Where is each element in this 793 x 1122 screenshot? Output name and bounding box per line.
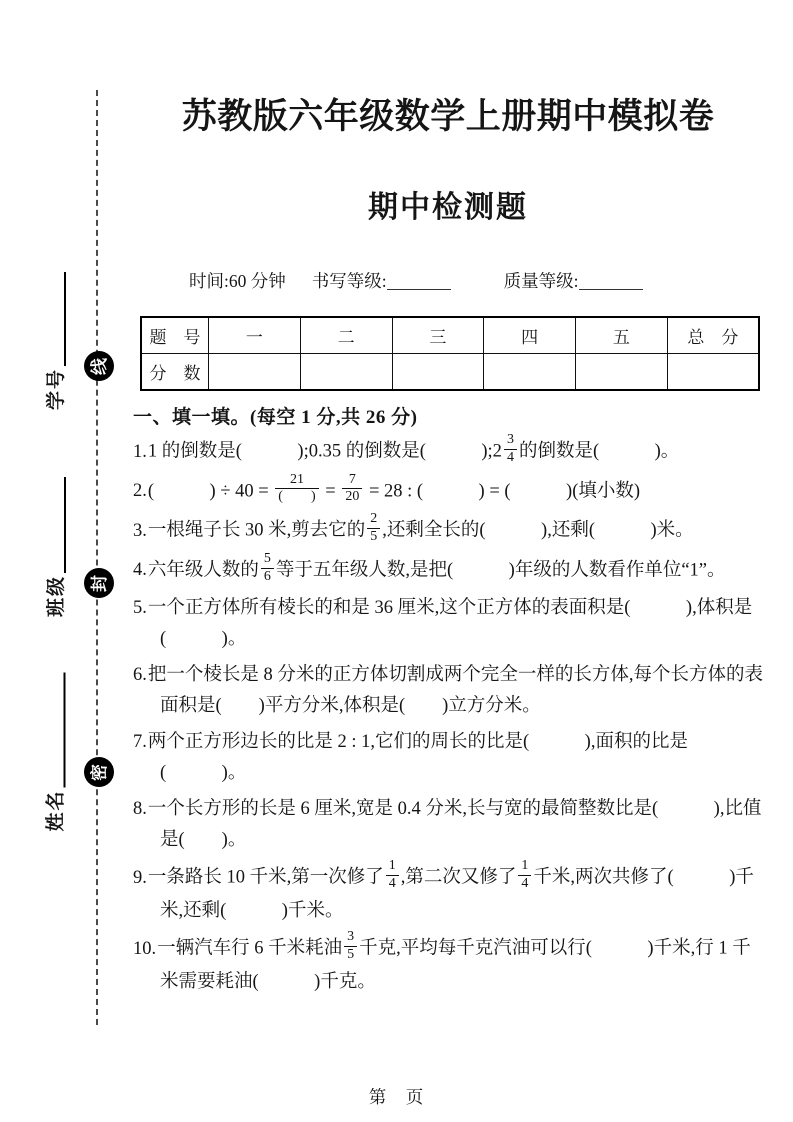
score-cell: [209, 354, 301, 391]
score-table-corner-label: 题 号: [141, 317, 209, 354]
fraction-denominator: ( ): [278, 489, 316, 505]
question-item: 4.六年级人数的 $\frac{5}{6}$ 等于五年级人数,是把( )年级的人数看作单位“1”。: [133, 550, 726, 584]
writing-grade-blank: [387, 289, 451, 290]
question-item: 5.一个正方体所有棱长的和是 36 厘米,这个正方体的表面积是( ),体积是( )。: [133, 598, 753, 650]
fraction: [344, 929, 357, 964]
score-table-col-header: 一: [209, 317, 301, 354]
question-number: 3.: [133, 520, 147, 541]
sidebar-field: [28, 673, 68, 832]
quality-grade-field: [504, 268, 643, 293]
fraction-numerator: 3: [504, 432, 517, 450]
seal-circle-char: [84, 351, 114, 381]
fraction-numerator: 1: [518, 858, 531, 876]
question-number: 5.: [133, 598, 147, 619]
fraction-numerator: 3: [344, 929, 357, 947]
fraction: [367, 511, 380, 546]
sidebar-field-blank: [64, 673, 66, 788]
fraction-numerator: 7: [342, 472, 362, 490]
fraction: [518, 858, 531, 893]
score-cell: [392, 354, 484, 391]
question-item: 2.( ) ÷ 40 = $\frac{21}{( )}$ = $\frac{7}{20}$ = 28 : ( ) = ( )(填小数): [133, 471, 641, 505]
fraction-denominator: 6: [263, 568, 271, 584]
question-number: 4.: [133, 560, 147, 581]
fraction-denominator: 20: [345, 489, 360, 505]
question-list: [133, 432, 764, 998]
sidebar-field-blank: [64, 272, 66, 366]
question-number: 9.: [133, 867, 147, 888]
sidebar-field-label: 姓名: [45, 789, 67, 832]
score-table-score-row: [141, 354, 759, 391]
score-table: [140, 316, 760, 391]
fraction: [275, 472, 318, 507]
score-cell: [667, 354, 759, 391]
writing-grade-field: [312, 268, 451, 293]
question-item: 7.两个正方形边长的比是 2 : 1,它们的周长的比是( ),面积的比是( )。: [133, 732, 688, 784]
question-item: 10.一辆汽车行 6 千米耗油 $\frac{3}{5}$ 千克,平均每千克汽油可以行( )千米,行 1 千米需要耗油( )千克。: [133, 928, 751, 992]
seal-char-label: 封: [89, 574, 109, 592]
fraction-denominator: 5: [370, 528, 378, 544]
score-table-col-header: 二: [300, 317, 392, 354]
quality-grade-blank: [579, 289, 643, 290]
fraction-numerator: 2: [367, 511, 380, 529]
score-row-label: 分 数: [141, 354, 209, 391]
question-number: 2.: [133, 481, 147, 502]
time-label: 时间:60 分钟: [189, 271, 286, 291]
page-title: 苏教版六年级数学上册期中模拟卷: [181, 97, 715, 136]
info-row: [133, 268, 763, 293]
score-table-col-header: 三: [392, 317, 484, 354]
fraction-denominator: 4: [506, 449, 514, 465]
fraction-denominator: 4: [521, 876, 529, 892]
fraction: [261, 551, 274, 586]
page-footer: 第 页: [368, 1087, 425, 1107]
seal-circle-char: [84, 757, 114, 787]
question-item: 9.一条路长 10 千米,第一次修了 $\frac{1}{4}$ ,第二次又修了 $\frac{1}{4}$ 千米,两次共修了( )千米,还剩( )千米。: [133, 858, 754, 921]
sidebar-field: [28, 272, 68, 410]
fraction: [504, 432, 517, 467]
main-column: [133, 0, 763, 1003]
score-table-header-row: [141, 317, 759, 354]
question-number: 10.: [133, 938, 157, 959]
fraction: [386, 858, 399, 893]
sidebar-field-blank: [64, 477, 66, 573]
sidebar-field-label: 学号: [46, 367, 68, 410]
question-item: 8.一个长方形的长是 6 厘米,宽是 0.4 分米,长与宽的最简整数比是( ),比值是( )。: [133, 799, 762, 851]
seal-dashed-line: [96, 90, 98, 1025]
fraction-denominator: 4: [388, 876, 396, 892]
score-cell: [300, 354, 392, 391]
fraction-numerator: 1: [386, 858, 399, 876]
score-cell: [576, 354, 668, 391]
score-table-col-header: 总 分: [667, 317, 759, 354]
score-table-col-header: 五: [576, 317, 668, 354]
writing-grade-label: 书写等级:: [311, 271, 387, 291]
section-one-heading: 一、填一填。(每空 1 分,共 26 分): [133, 407, 418, 428]
exam-subtitle: 期中检测题: [368, 191, 528, 224]
fraction-numerator: 5: [261, 551, 274, 569]
score-cell: [484, 354, 576, 391]
question-item: 3.一根绳子长 30 米,剪去它的 $\frac{2}{5}$ ,还剩全长的( ),还剩( )米。: [133, 511, 694, 544]
question-item: 1.1 的倒数是( );0.35 的倒数是( );2 $\frac{3}{4}$ 的倒数是( )。: [133, 432, 680, 465]
sidebar-field: [28, 477, 68, 617]
score-table-col-header: 四: [484, 317, 576, 354]
seal-circle-char: [84, 568, 114, 598]
question-number: 6.: [133, 665, 147, 686]
question-number: 1.: [133, 441, 147, 462]
sidebar-field-label: 班级: [46, 574, 68, 617]
question-number: 8.: [133, 799, 147, 820]
quality-grade-label: 质量等级:: [503, 271, 579, 291]
fraction: [342, 472, 362, 507]
fraction-numerator: 21: [275, 472, 318, 490]
fraction-denominator: 5: [347, 946, 355, 962]
question-number: 7.: [133, 732, 147, 753]
question-item: 6.把一个棱长是 8 分米的正方体切割成两个完全一样的长方体,每个长方体的表面积是( )平方分米,体积是( )立方分米。: [133, 665, 764, 717]
seal-char-label: 线: [89, 357, 109, 375]
seal-char-label: 密: [89, 763, 109, 781]
